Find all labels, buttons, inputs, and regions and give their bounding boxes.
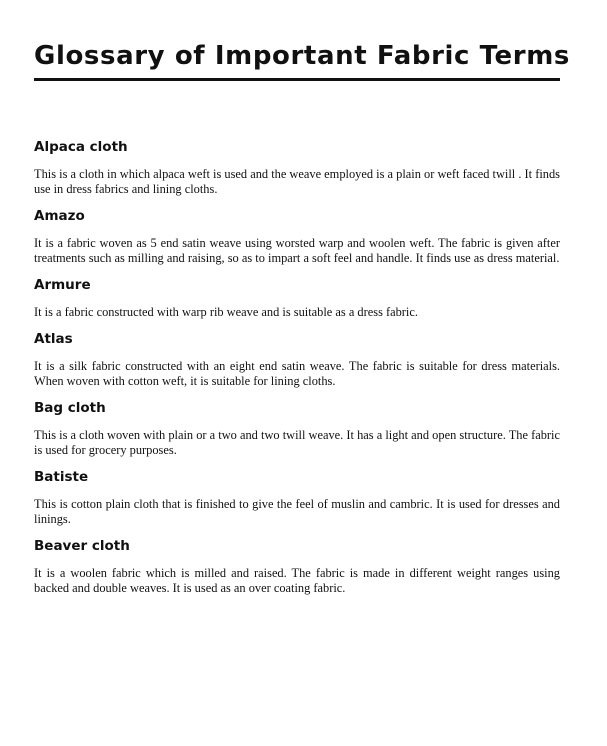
- glossary-term: Bag cloth: [34, 400, 106, 416]
- glossary-entry-armure: [34, 274, 560, 320]
- glossary-term: Beaver cloth: [34, 538, 130, 554]
- glossary-entry-beaver-cloth: [34, 535, 560, 596]
- glossary-term: Batiste: [34, 469, 89, 485]
- glossary-definition: It is a woolen fabric which is milled and raised. The fabric is made in different weight ranges using backed and double weaves. It is used as an over coating fabric.: [34, 566, 560, 595]
- title-divider: [34, 78, 560, 81]
- glossary-entry-batiste: [34, 466, 560, 527]
- glossary-definition: It is a silk fabric constructed with an eight end satin weave. The fabric is suitable for dress materials. When woven with cotton weft, it is suitable for lining cloths.: [34, 359, 560, 388]
- glossary-definition: It is a fabric woven as 5 end satin weave using worsted warp and woolen weft. The fabric is given after treatments such as milling and raising, so as to impart a soft feel and handle. It finds use as dress material.: [34, 236, 560, 265]
- glossary-definition: This is cotton plain cloth that is finished to give the feel of muslin and cambric. It is used for dresses and linings.: [34, 497, 560, 526]
- glossary-term: Atlas: [34, 331, 73, 347]
- glossary-term: Armure: [34, 277, 91, 293]
- glossary-entry-amazo: [34, 205, 560, 266]
- glossary-definition: This is a cloth in which alpaca weft is used and the weave employed is a plain or weft faced twill . It finds use in dress fabrics and lining cloths.: [34, 167, 560, 196]
- glossary-term: Amazo: [34, 208, 85, 224]
- page-title: Glossary of Important Fabric Terms: [34, 41, 570, 71]
- glossary-list: [34, 136, 560, 604]
- glossary-term: Alpaca cloth: [34, 139, 128, 155]
- glossary-entry-atlas: [34, 328, 560, 389]
- glossary-entry-bag-cloth: [34, 397, 560, 458]
- glossary-definition: This is a cloth woven with plain or a two and two twill weave. It has a light and open structure. The fabric is used for grocery purposes.: [34, 428, 560, 457]
- glossary-definition: It is a fabric constructed with warp rib weave and is suitable as a dress fabric.: [34, 305, 418, 319]
- glossary-entry-alpaca-cloth: [34, 136, 560, 197]
